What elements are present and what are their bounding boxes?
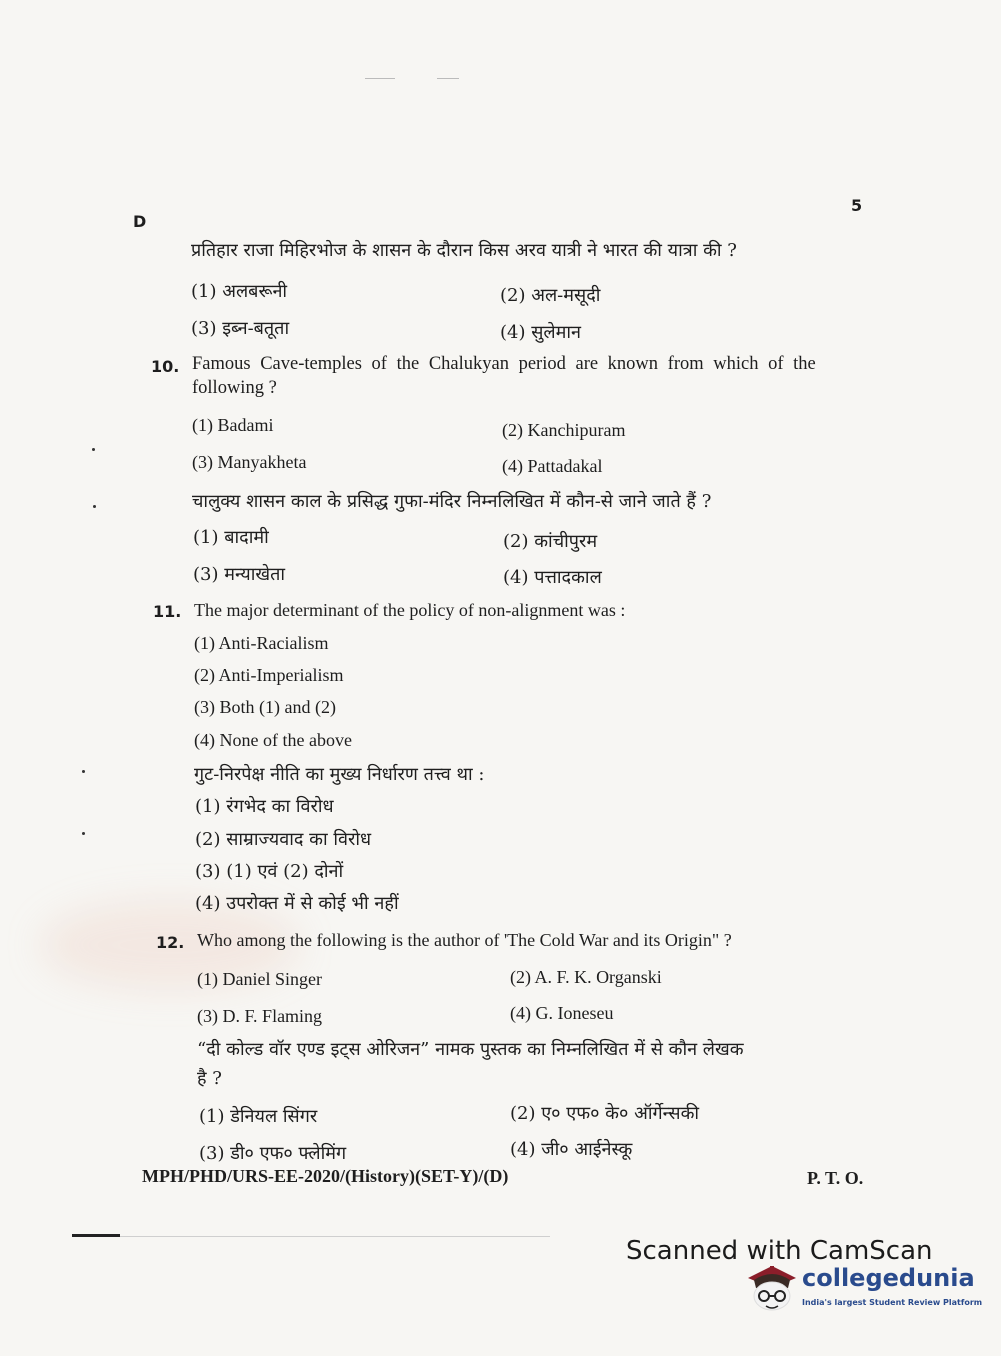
q12-hindi-option-4: (4) जी० आईनेस्कू xyxy=(510,1139,633,1160)
q12-hindi-text-line2: है ? xyxy=(197,1068,222,1089)
scan-speck xyxy=(82,832,85,835)
q11-option-3: (3) Both (1) and (2) xyxy=(194,697,336,717)
scan-speck xyxy=(92,448,95,451)
q12-number: 12. xyxy=(156,933,185,952)
q12-hindi-option-1: (1) डेनियल सिंगर xyxy=(199,1106,318,1127)
exam-code: MPH/PHD/URS-EE-2020/(History)(SET-Y)/(D) xyxy=(142,1166,509,1186)
q10-option-3: (3) Manyakheta xyxy=(192,452,307,472)
camscanner-watermark: Scanned with CamScan xyxy=(626,1236,933,1266)
q10-hindi-option-4: (4) पत्तादकाल xyxy=(503,567,602,588)
q9-hindi-text: प्रतिहार राजा मिहिरभोज के शासन के दौरान किस अरव यात्री ने भारत की यात्रा की ? xyxy=(191,240,737,261)
q11-hindi-option-2: (2) साम्राज्यवाद का विरोध xyxy=(195,829,372,850)
q12-hindi-text-line1: “दी कोल्ड वॉर एण्ड इट्स ओरिजन” नामक पुस्तक का निम्नलिखित में से कौन लेखक xyxy=(197,1039,744,1060)
q12-hindi-option-3: (3) डी० एफ० फ्लेमिंग xyxy=(199,1143,347,1164)
collegedunia-logo xyxy=(742,1258,983,1318)
mascot-icon xyxy=(742,1258,802,1314)
scan-speck xyxy=(82,770,85,773)
q10-hindi-option-3: (3) मन्याखेता xyxy=(193,564,286,585)
q11-text: The major determinant of the policy of non-alignment was : xyxy=(194,600,626,620)
q9-hindi-option-4: (4) सुलेमान xyxy=(500,322,582,343)
q10-text-line2: following ? xyxy=(192,378,277,398)
q10-hindi-option-2: (2) कांचीपुरम xyxy=(503,531,598,552)
q9-hindi-option-3: (3) इब्न-बतूता xyxy=(191,318,290,339)
scan-edge-line xyxy=(72,1234,120,1237)
brand-name: collegedunia xyxy=(802,1264,975,1292)
q11-option-4: (4) None of the above xyxy=(194,730,352,750)
q11-hindi-option-3: (3) (1) एवं (2) दोनों xyxy=(195,861,344,882)
page-number: 5 xyxy=(851,196,863,215)
q11-option-2: (2) Anti-Imperialism xyxy=(194,665,344,685)
q11-option-1: (1) Anti-Racialism xyxy=(194,633,329,653)
q9-hindi-option-1: (1) अलबरूनी xyxy=(191,281,288,302)
q10-option-4: (4) Pattadakal xyxy=(502,456,603,476)
q12-text: Who among the following is the author of 'The Cold War and its Origin" ? xyxy=(197,930,732,950)
scan-dash xyxy=(437,78,459,79)
scan-edge-line-faint xyxy=(120,1236,550,1237)
q10-hindi-option-1: (1) बादामी xyxy=(193,527,269,548)
q11-hindi-option-4: (4) उपरोक्त में से कोई भी नहीं xyxy=(195,893,399,914)
q10-option-1: (1) Badami xyxy=(192,415,274,435)
brand-tagline: India's largest Student Review Platform xyxy=(802,1298,983,1307)
q9-hindi-option-2: (2) अल-मसूदी xyxy=(500,285,601,306)
q11-hindi-text: गुट-निरपेक्ष नीति का मुख्य निर्धारण तत्त्व था : xyxy=(194,764,485,785)
scan-dash xyxy=(365,78,395,79)
q12-option-2: (2) A. F. K. Organski xyxy=(510,967,662,987)
pto-label: P. T. O. xyxy=(807,1168,864,1188)
set-label: D xyxy=(133,212,147,231)
q10-text-line1: Famous Cave-temples of the Chalukyan period are known from which of the xyxy=(192,354,816,374)
q10-number: 10. xyxy=(151,357,180,376)
scan-speck xyxy=(93,505,96,508)
q12-option-1: (1) Daniel Singer xyxy=(197,969,322,989)
q12-hindi-option-2: (2) ए० एफ० के० ऑर्गेन्सकी xyxy=(510,1103,700,1124)
q12-option-3: (3) D. F. Flaming xyxy=(197,1006,323,1026)
q10-hindi-text: चालुक्य शासन काल के प्रसिद्ध गुफा-मंदिर निम्नलिखित में कौन-से जाने जाते हैं ? xyxy=(192,491,712,512)
q11-number: 11. xyxy=(153,602,182,621)
q10-option-2: (2) Kanchipuram xyxy=(502,420,626,440)
q12-option-4: (4) G. Ioneseu xyxy=(510,1003,614,1023)
q11-hindi-option-1: (1) रंगभेद का विरोध xyxy=(195,796,334,817)
